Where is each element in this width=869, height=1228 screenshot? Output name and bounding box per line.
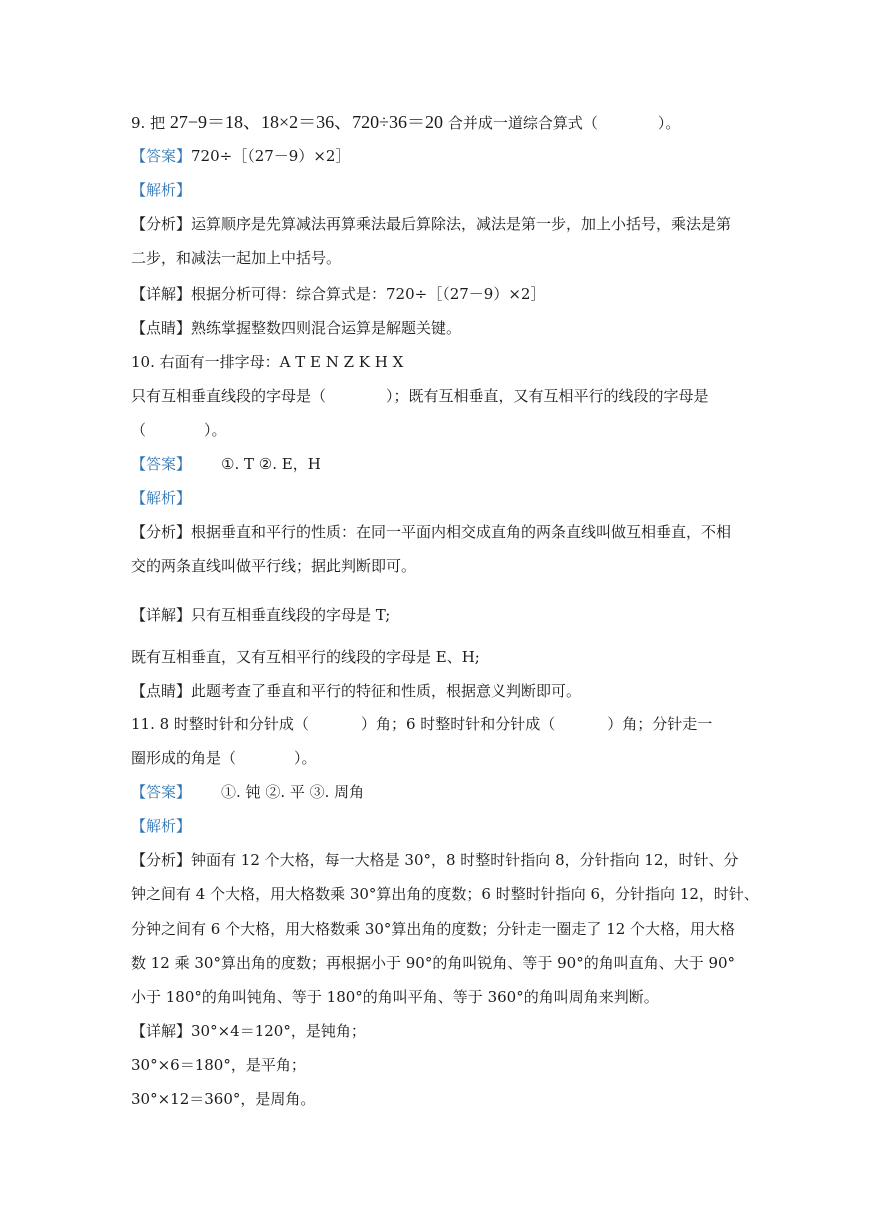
q11-answer-text: ①. 钝 ②. 平 ③. 周角 bbox=[221, 783, 365, 801]
q9-fenxi-1: 运算顺序是先算减法再算乘法最后算除法，减法是第一步，加上小括号，乘法是第 bbox=[191, 215, 732, 233]
q11-xiangjie bbox=[131, 1021, 366, 1041]
q10-xiangjie-2: 既有互相垂直，又有互相平行的线段的字母是 E、H; bbox=[131, 648, 480, 666]
q11-answer bbox=[131, 782, 364, 802]
q11-fenxi bbox=[131, 850, 738, 870]
q10-dianjing-text: 此题考查了垂直和平行的特征和性质，根据意义判断即可。 bbox=[191, 682, 582, 700]
q11-stem-1a: 11. 8 时整时针和分针成（ bbox=[131, 715, 309, 733]
q10-fenxi-2: 交的两条直线叫做平行线；据此判断即可。 bbox=[131, 557, 417, 575]
q10-dianjing bbox=[131, 681, 581, 701]
q9-dianjing-text: 熟练掌握整数四则混合运算是解题关键。 bbox=[191, 319, 462, 337]
q10-xiangjie bbox=[131, 605, 390, 625]
answer-tag: 【答案】 bbox=[131, 455, 192, 473]
dianjing-tag: 【点睛】 bbox=[131, 682, 192, 700]
xiangjie-tag: 【详解】 bbox=[131, 285, 192, 303]
q10-stem-3 bbox=[131, 420, 227, 440]
q10-answer bbox=[131, 454, 321, 474]
q9-close: ）。 bbox=[657, 114, 681, 132]
q10-stem-2b: ）；既有互相垂直，又有互相平行的线段的字母是 bbox=[386, 387, 709, 405]
q9-dianjing bbox=[131, 318, 461, 338]
q11-stem-2 bbox=[131, 748, 317, 768]
q11-fenxi-5: 小于 180°的角叫钝角、等于 180°的角叫平角、等于 360°的角叫周角来判断。 bbox=[131, 988, 659, 1006]
xiangjie-tag: 【详解】 bbox=[131, 1022, 192, 1040]
q10-xiangjie-1: 只有互相垂直线段的字母是 T; bbox=[191, 606, 391, 624]
answer-tag: 【答案】 bbox=[131, 147, 192, 165]
q11-stem-2b: ）。 bbox=[294, 749, 317, 767]
q11-fenxi-4: 数 12 乘 30°算出角的度数；再根据小于 90°的角叫锐角、等于 90°的角叫直角、大于 90° bbox=[131, 954, 736, 972]
xiangjie-tag: 【详解】 bbox=[131, 606, 192, 624]
q10-stem-3a: （ bbox=[131, 421, 147, 439]
q9-answer-text: 720÷［（27－9）×2］ bbox=[191, 147, 351, 165]
dianjing-tag: 【点睛】 bbox=[131, 319, 192, 337]
q10-stem-3b: ）。 bbox=[204, 421, 227, 439]
fenxi-tag: 【分析】 bbox=[131, 215, 192, 233]
q9-jiexi: 【解析】 bbox=[131, 181, 192, 199]
fenxi-tag: 【分析】 bbox=[131, 523, 192, 541]
q9-fenxi-2: 二步，和减法一起加上中括号。 bbox=[131, 249, 342, 267]
q11-xiangjie-3: 30°×12＝360°，是周角。 bbox=[131, 1090, 316, 1108]
q11-xiangjie-2: 30°×6＝180°，是平角； bbox=[131, 1056, 306, 1074]
q11-stem-1b: ）角；6 时整时针和分针成（ bbox=[360, 715, 556, 733]
q9-prefix: 9. 把 bbox=[131, 114, 166, 132]
q9-stem bbox=[131, 112, 680, 133]
q9-suffix: 合并成一道综合算式（ bbox=[447, 114, 598, 132]
q10-fenxi bbox=[131, 522, 731, 542]
q11-fenxi-3: 分钟之间有 6 个大格，用大格数乘 30°算出角的度数；分针走一圈走了 12 个大格，用大格 bbox=[131, 920, 736, 938]
q11-xiangjie-1: 30°×4＝120°，是钝角； bbox=[191, 1022, 366, 1040]
q11-jiexi: 【解析】 bbox=[131, 817, 192, 835]
q9-math: 27−9＝18、18×2＝36、720÷36＝20 bbox=[169, 112, 444, 132]
q11-stem-2a: 圈形成的角是（ bbox=[131, 749, 237, 767]
q11-stem-1c: ）角；分针走一 bbox=[607, 715, 713, 733]
q11-fenxi-2: 钟之间有 4 个大格，用大格数乘 30°算出角的度数；6 时整时针指向 6，分针指向 12，时针、 bbox=[131, 885, 759, 903]
q9-fenxi bbox=[131, 214, 731, 234]
q10-fenxi-1: 根据垂直和平行的性质：在同一平面内相交成直角的两条直线叫做互相垂直，不相 bbox=[191, 523, 732, 541]
q11-fenxi-1: 钟面有 12 个大格，每一大格是 30°，8 时整时针指向 8，分针指向 12，时针、分 bbox=[191, 851, 739, 869]
q10-stem-1: 10. 右面有一排字母：A T E N Z K H X bbox=[131, 353, 404, 371]
q10-stem-2 bbox=[131, 386, 709, 406]
fenxi-tag: 【分析】 bbox=[131, 851, 192, 869]
q9-xiangjie bbox=[131, 284, 545, 304]
q10-stem-2a: 只有互相垂直线段的字母是（ bbox=[131, 387, 327, 405]
q11-stem-1 bbox=[131, 714, 712, 734]
q10-jiexi: 【解析】 bbox=[131, 489, 192, 507]
answer-tag: 【答案】 bbox=[131, 783, 192, 801]
q9-answer bbox=[131, 146, 350, 166]
q9-xiangjie-text: 根据分析可得：综合算式是：720÷［（27－9）×2］ bbox=[191, 285, 546, 303]
q10-answer-text: ①. T ②. E，H bbox=[221, 455, 321, 473]
